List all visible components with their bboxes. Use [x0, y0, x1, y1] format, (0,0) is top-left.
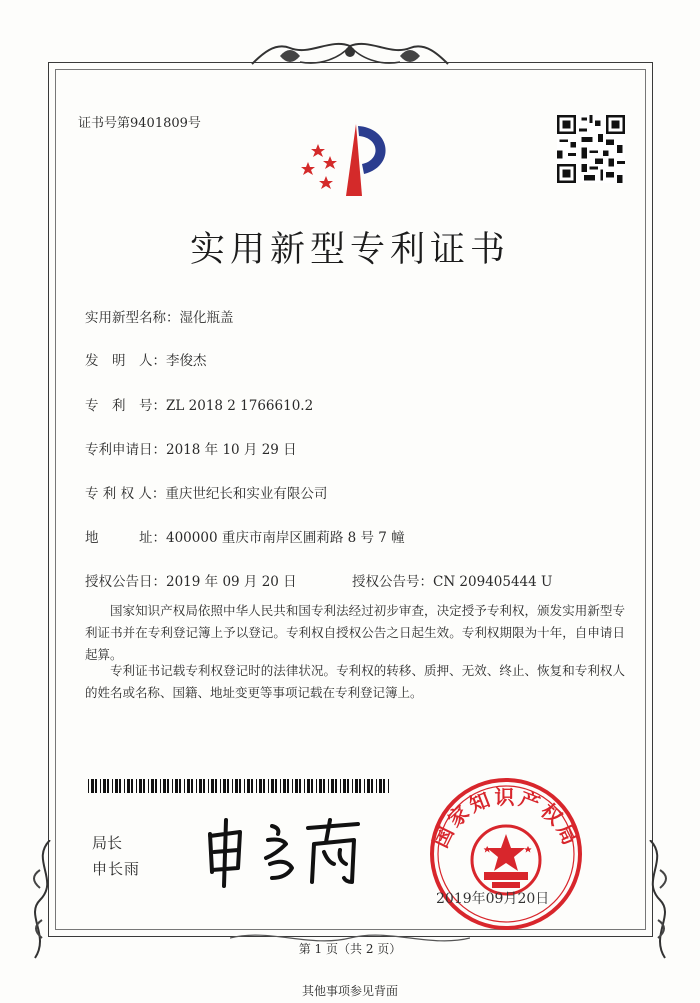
- field-label: 地 址：: [85, 530, 166, 546]
- qr-code-icon: [557, 115, 625, 183]
- patent-office-logo: [296, 118, 406, 200]
- barcode-icon: [88, 779, 390, 793]
- seal-date: 2019年09月20日: [436, 891, 550, 907]
- field-value: CN 209405444 U: [433, 574, 553, 590]
- field-inventor: [85, 349, 207, 369]
- field-grant-number: [352, 570, 552, 590]
- field-value: ZL 2018 2 1766610.2: [166, 398, 314, 414]
- back-note: 其他事项参见背面: [301, 984, 398, 998]
- top-ornament: [250, 38, 450, 78]
- director-title: 局长: [92, 834, 123, 852]
- field-value: 李俊杰: [166, 353, 207, 369]
- field-label: 实用新型名称：: [85, 310, 180, 326]
- director-signature: [200, 812, 370, 892]
- certificate-number: 证书号第9401809号: [78, 116, 201, 131]
- official-seal: [424, 776, 588, 932]
- director-name: 申长雨: [92, 860, 141, 878]
- field-value: 湿化瓶盖: [179, 310, 234, 326]
- field-patent-number: [85, 394, 313, 414]
- field-filing-date: [85, 438, 297, 458]
- page-number: 第 1 页（共 2 页）: [298, 942, 402, 956]
- field-label: 发 明 人：: [85, 353, 166, 369]
- field-grant-date: [85, 570, 297, 590]
- field-value: 2018 年 10 月 29 日: [166, 442, 297, 458]
- statement-paragraph-2: 专利证书记载专利权登记时的法律状况。专利权的转移、质押、无效、终止、恢复和专利权人的姓名或名称、国籍、地址变更等事项记载在专利登记簿上。: [85, 663, 625, 700]
- field-label: 授权公告日：: [85, 574, 166, 590]
- field-label: 授权公告号：: [352, 574, 433, 590]
- field-value: 2019 年 09 月 20 日: [166, 574, 297, 590]
- certificate-title: 实用新型专利证书: [189, 230, 510, 270]
- seal-text: 国家知识产权局: [428, 785, 584, 852]
- field-label: 专 利 号：: [85, 398, 166, 414]
- field-value: 400000 重庆市南岸区圃莉路 8 号 7 幢: [166, 530, 405, 546]
- field-patentee: [85, 482, 327, 502]
- statement-paragraph-1: 国家知识产权局依照中华人民共和国专利法经过初步审查，决定授予专利权，颁发实用新型专利证书并在专利登记簿上予以登记。专利权自授权公告之日起生效。专利权期限为十年，自申请日起算。: [85, 603, 625, 662]
- field-label: 专 利 权 人：: [85, 486, 166, 502]
- field-address: [85, 526, 405, 546]
- field-name: [85, 306, 234, 326]
- field-label: 专利申请日：: [85, 442, 166, 458]
- field-value: 重庆世纪长和实业有限公司: [165, 486, 328, 502]
